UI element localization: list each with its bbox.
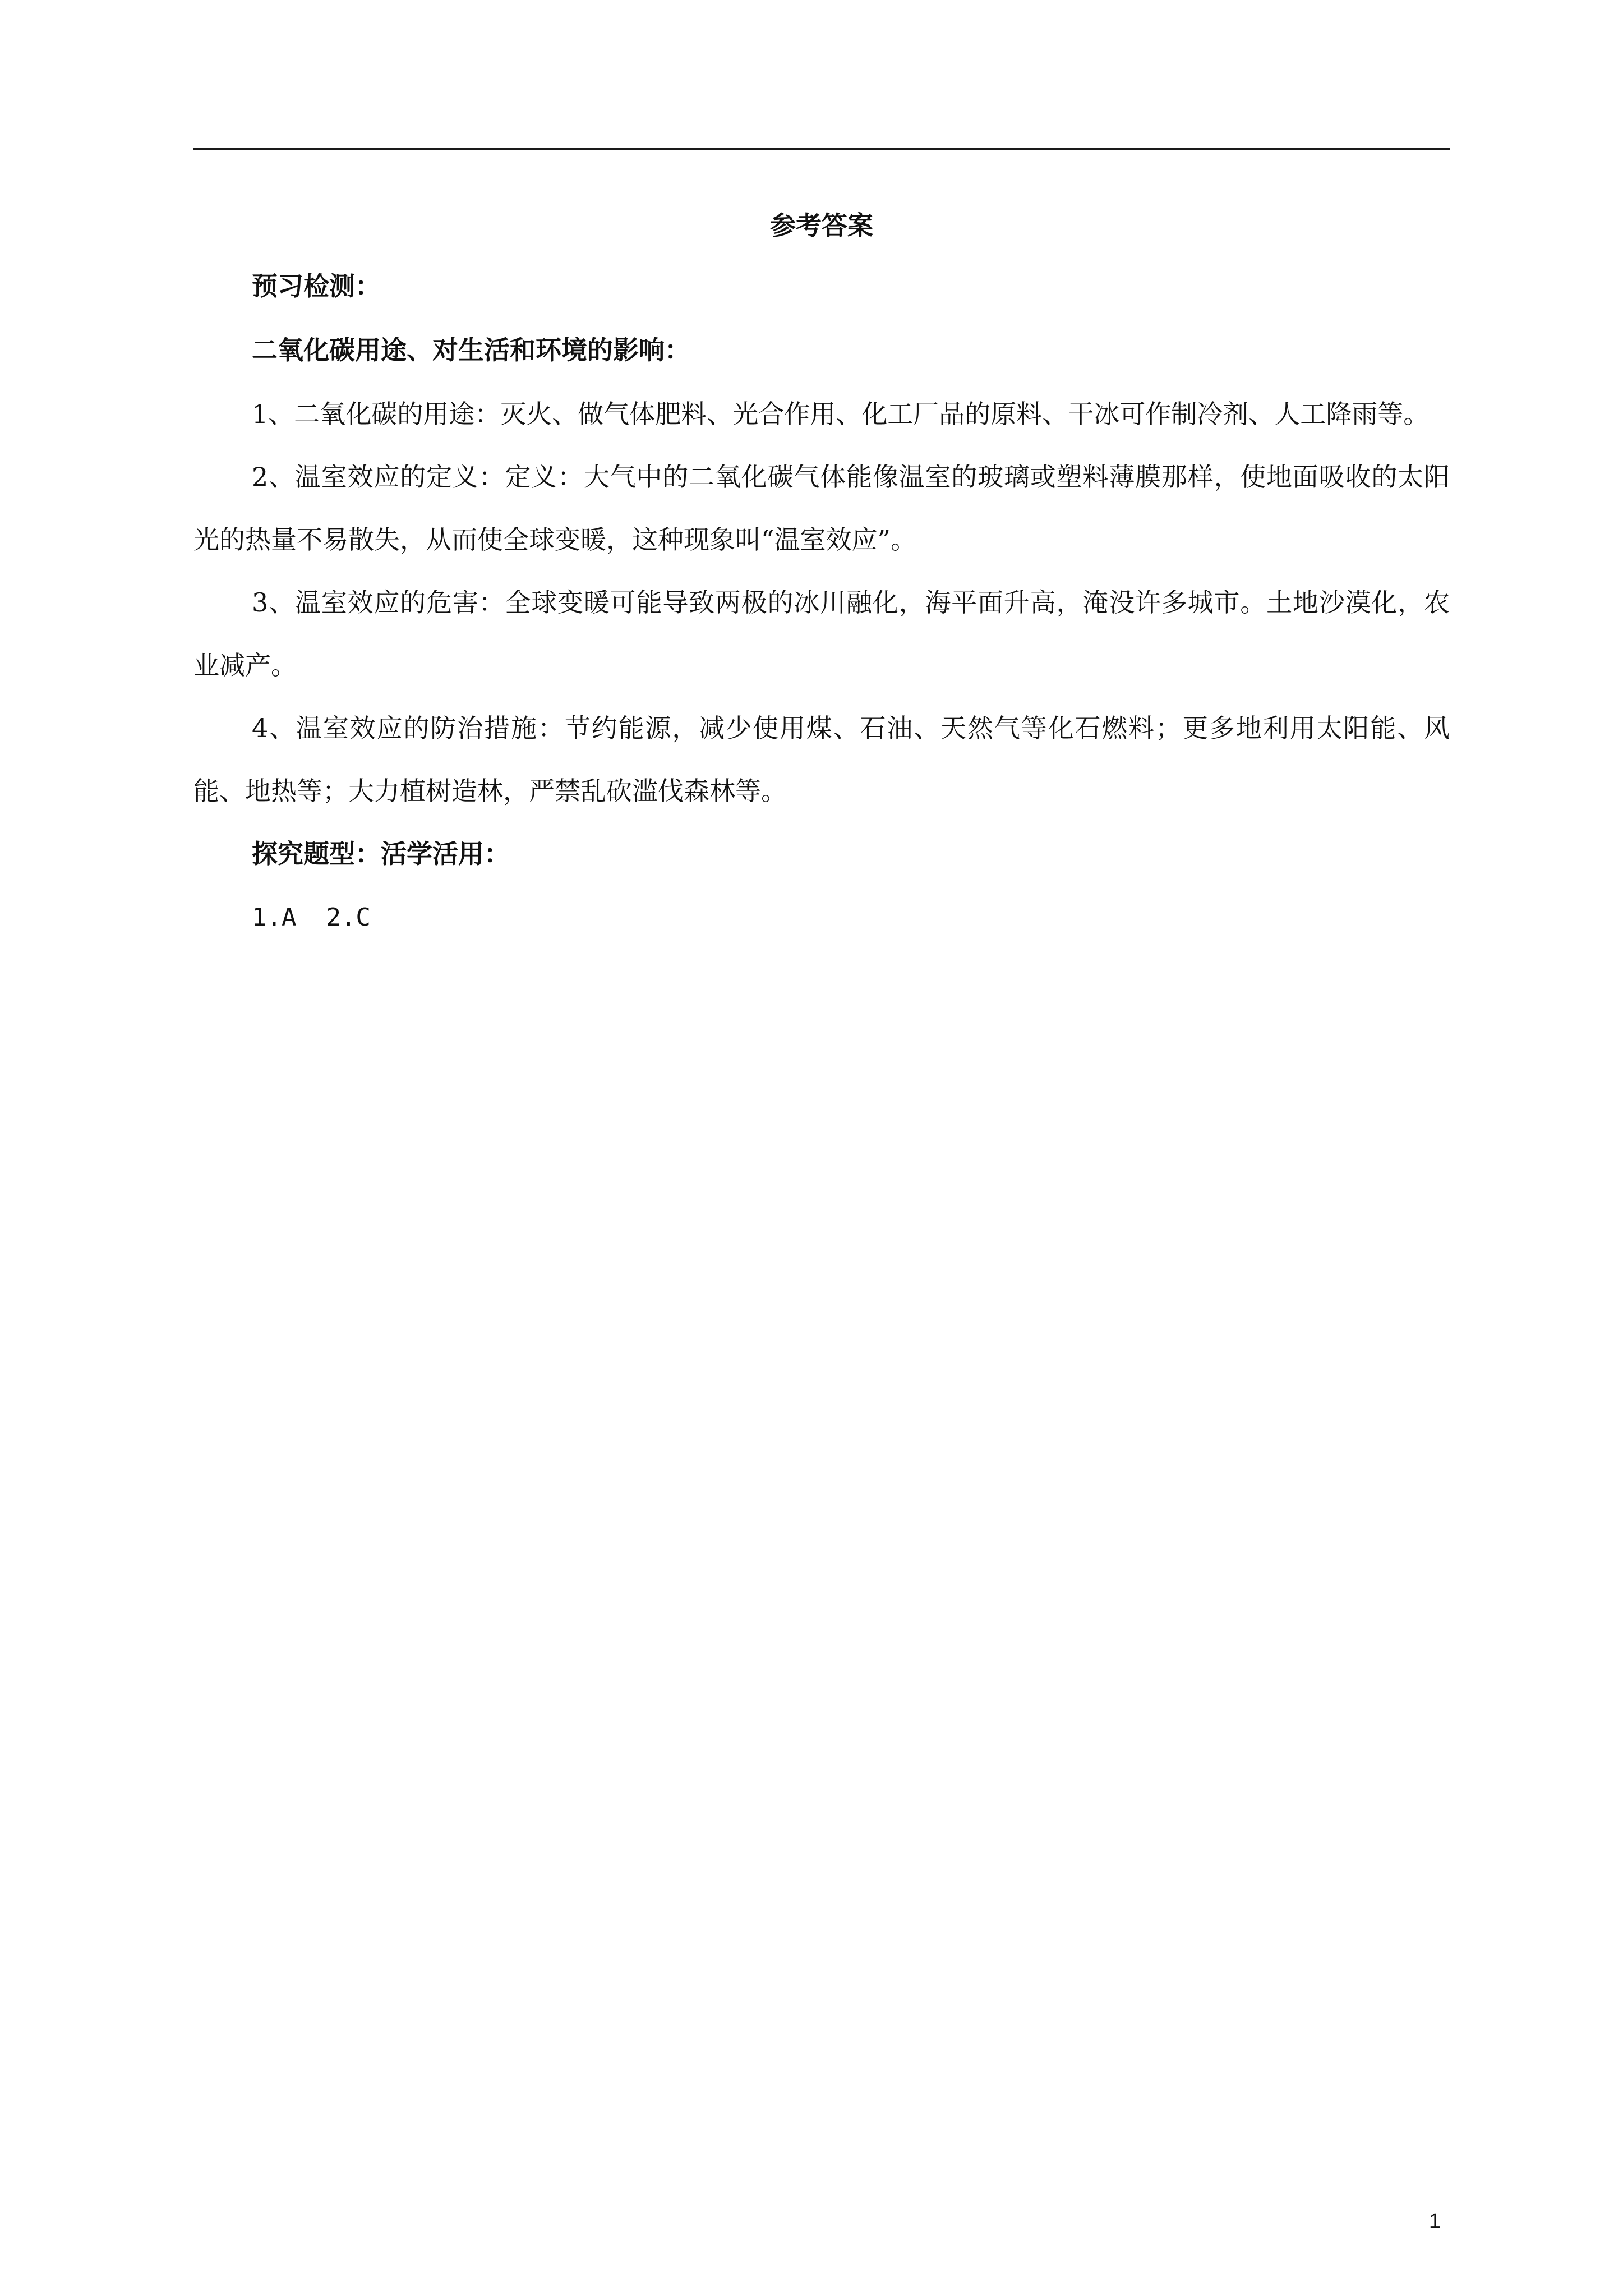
- paragraph-prevention: 4、温室效应的防治措施：节约能源，减少使用煤、石油、天然气等化石燃料；更多地利用太阳能、风能、地热等；大力植树造林，严禁乱砍滥伐森林等。: [193, 713, 1450, 806]
- section-heading-exercises: 探究题型：活学活用：: [252, 839, 510, 869]
- page-number: 1: [1428, 2210, 1441, 2233]
- page-title: 参考答案: [770, 210, 873, 241]
- paragraph-definition: 2、温室效应的定义：定义：大气中的二氧化碳气体能像温室的玻璃或塑料薄膜那样，使地面吸收的太阳光的热量不易散失，从而使全球变暖，这种现象叫“温室效应”。: [193, 462, 1450, 555]
- header-rule: [193, 148, 1450, 150]
- section-heading-preview: 预习检测：: [252, 271, 381, 301]
- paragraph-uses: 1、二氧化碳的用途：灭火、做气体肥料、光合作用、化工厂品的原料、干冰可作制冷剂、人工降雨等。: [252, 399, 1430, 429]
- section-subheading-co2: 二氧化碳用途、对生活和环境的影响：: [252, 335, 690, 365]
- document-body: [193, 208, 1450, 936]
- answer-list: 1.A 2.C: [252, 903, 371, 932]
- paragraph-harm: 3、温室效应的危害：全球变暖可能导致两极的冰川融化，海平面升高，淹没许多城市。土地沙漠化，农业减产。: [193, 587, 1450, 680]
